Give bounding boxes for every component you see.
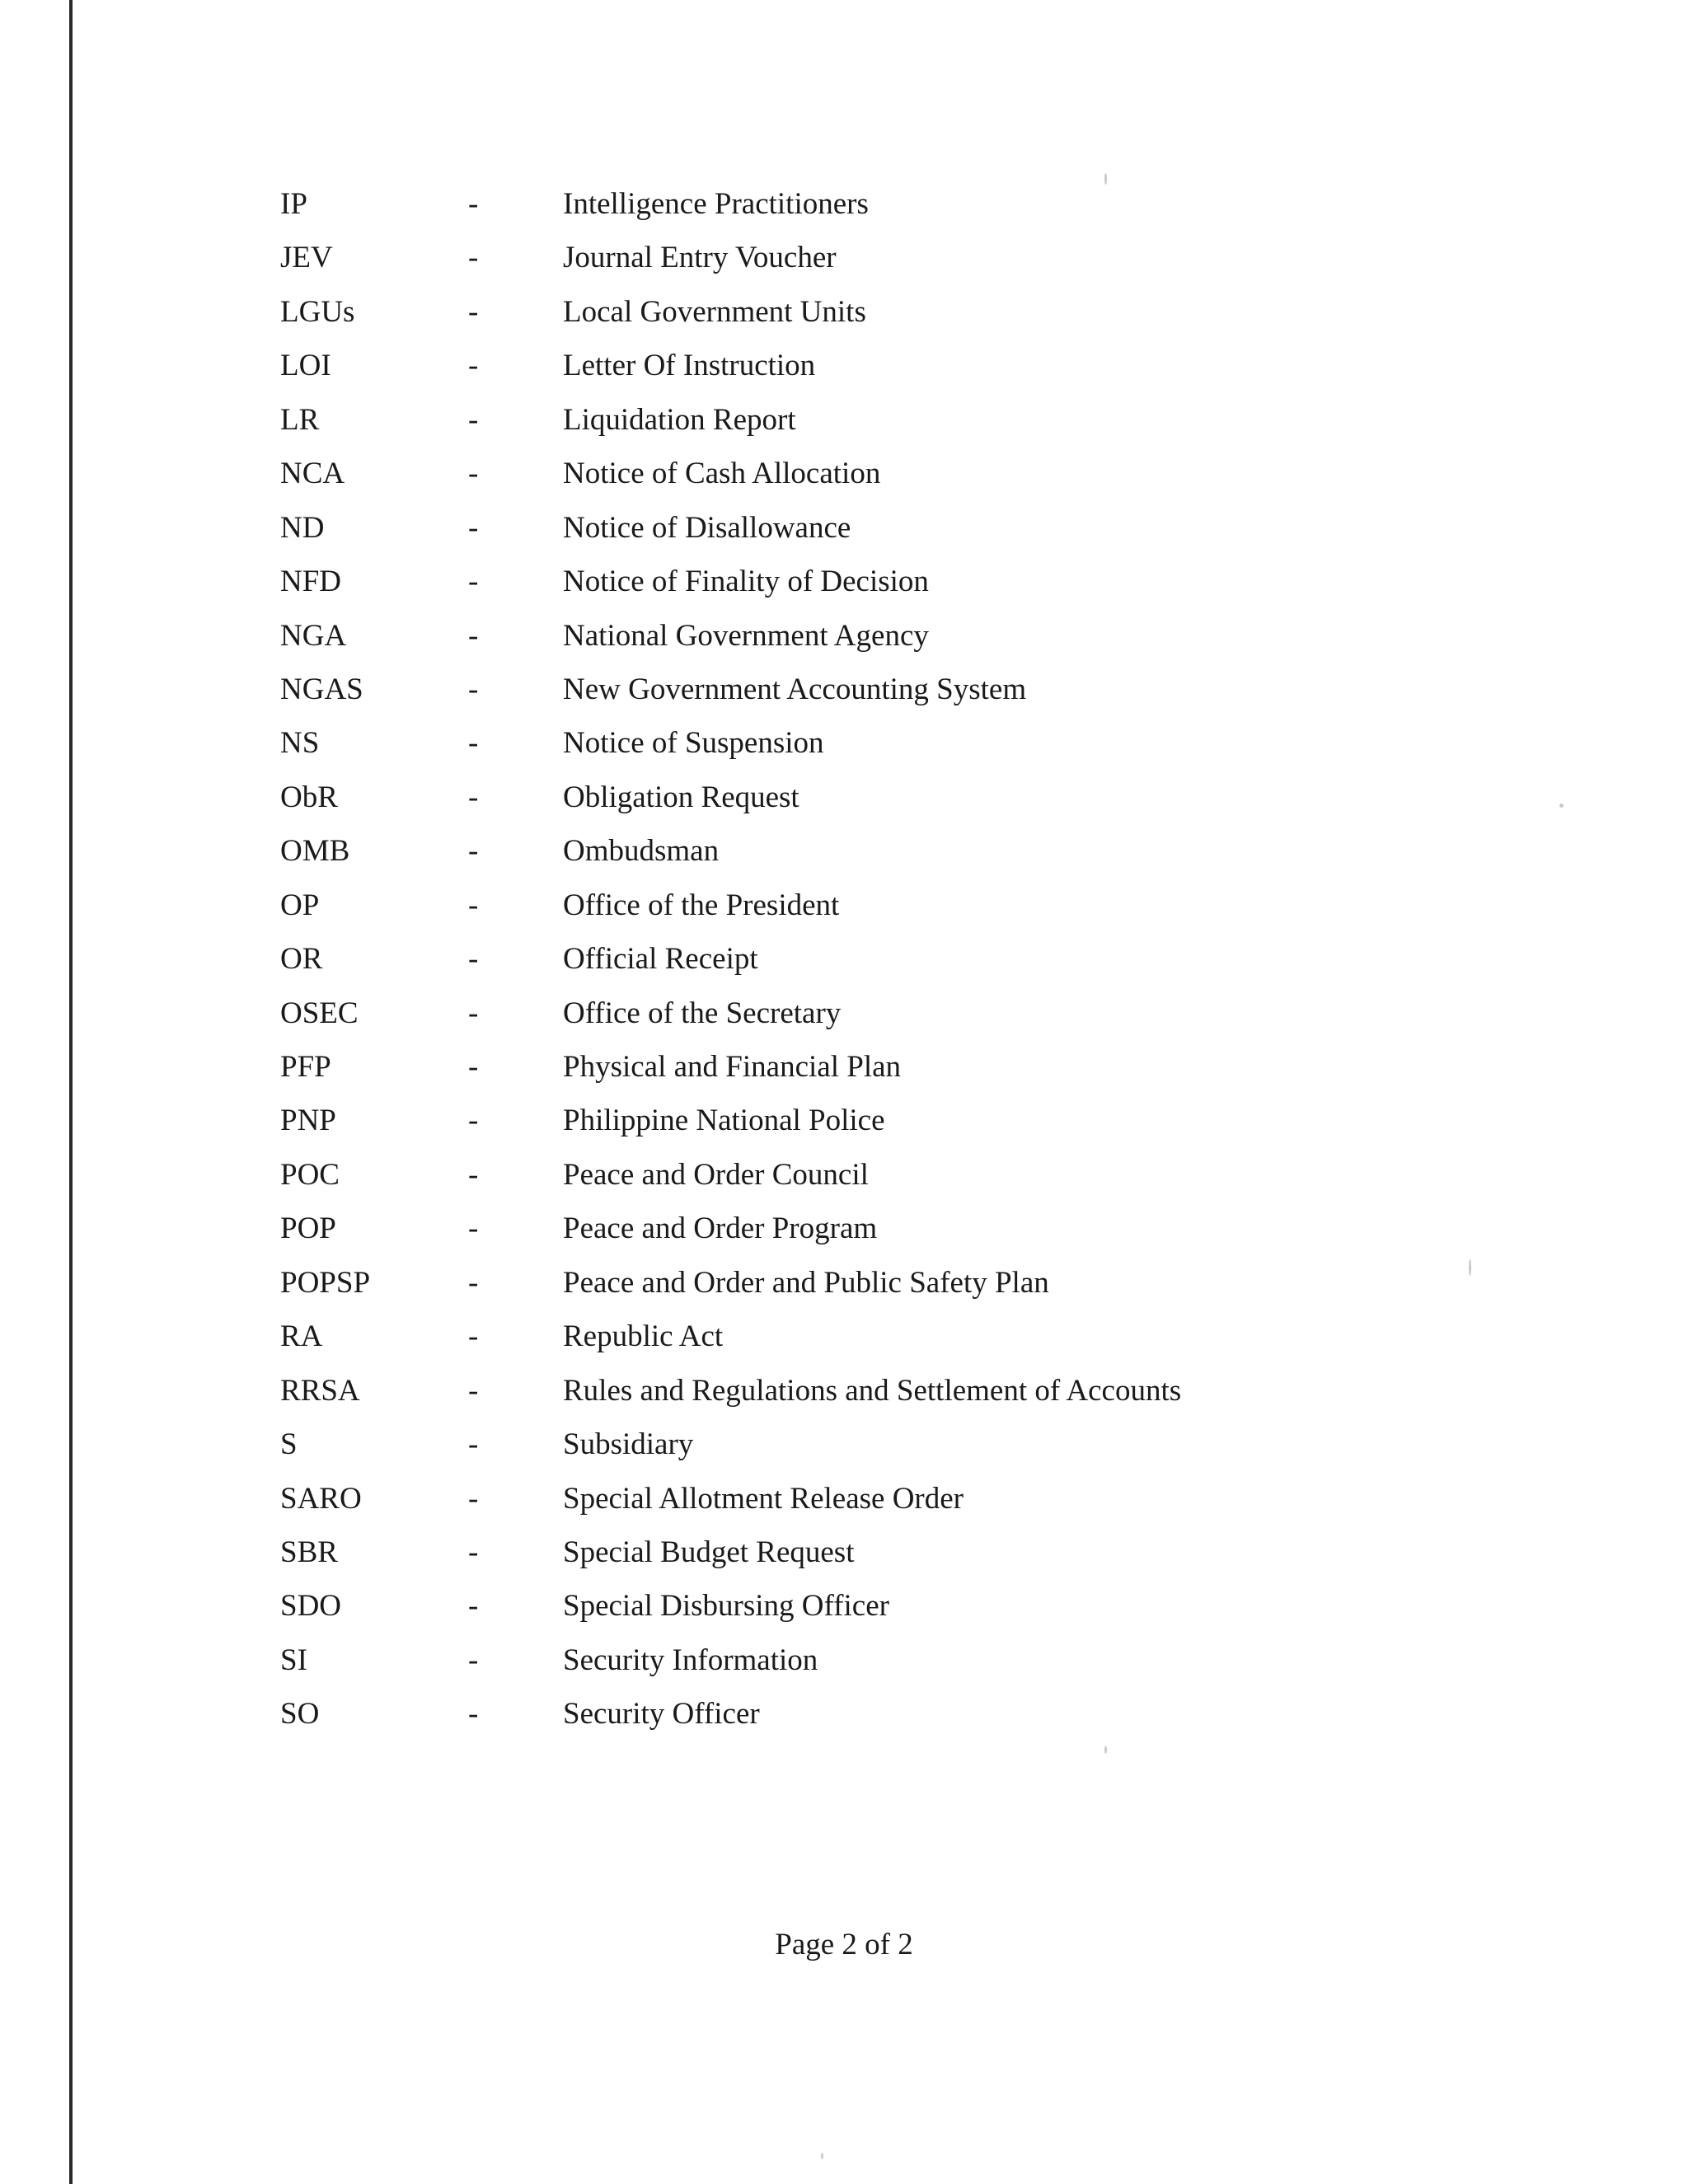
abbreviation-meaning: National Government Agency — [563, 618, 929, 653]
abbreviation-meaning: Rules and Regulations and Settlement of Accounts — [563, 1373, 1182, 1408]
separator-dash: - — [468, 565, 479, 599]
abbreviation-meaning: Peace and Order Council — [563, 1157, 869, 1192]
separator-dash: - — [468, 1157, 479, 1192]
separator-dash: - — [468, 1643, 479, 1677]
abbreviation-term: NCA — [280, 457, 345, 491]
list-item — [0, 771, 1688, 824]
separator-dash: - — [468, 1481, 479, 1516]
abbreviation-term: OR — [280, 942, 323, 977]
scan-speck — [1104, 1746, 1107, 1754]
separator-dash: - — [468, 1265, 479, 1300]
abbreviation-meaning: Special Budget Request — [563, 1535, 855, 1569]
abbreviation-meaning: Security Officer — [563, 1697, 760, 1732]
abbreviation-term: NGAS — [280, 672, 363, 706]
abbreviation-term: JEV — [280, 241, 333, 275]
abbreviation-term: POP — [280, 1212, 336, 1246]
separator-dash: - — [468, 1319, 479, 1354]
abbreviation-term: SBR — [280, 1535, 338, 1569]
separator-dash: - — [468, 1427, 479, 1462]
abbreviation-term: ObR — [280, 780, 338, 814]
list-item — [0, 1094, 1688, 1147]
list-item — [0, 716, 1688, 770]
list-item — [0, 1472, 1688, 1526]
abbreviation-term: OSEC — [280, 996, 359, 1030]
list-item — [0, 932, 1688, 986]
list-item — [0, 1418, 1688, 1471]
abbreviation-meaning: Obligation Request — [563, 780, 799, 814]
list-item — [0, 824, 1688, 878]
separator-dash: - — [468, 349, 479, 383]
separator-dash: - — [468, 1104, 479, 1138]
abbreviation-meaning: Security Information — [563, 1643, 818, 1677]
list-item — [0, 393, 1688, 447]
separator-dash: - — [468, 1697, 479, 1732]
abbreviation-term: SI — [280, 1643, 307, 1677]
abbreviation-term: RA — [280, 1319, 323, 1354]
separator-dash: - — [468, 942, 479, 977]
separator-dash: - — [468, 726, 479, 761]
abbreviation-term: LGUs — [280, 294, 355, 329]
abbreviation-term: NFD — [280, 565, 342, 599]
separator-dash: - — [468, 1589, 479, 1624]
abbreviation-term: POC — [280, 1157, 340, 1192]
abbreviation-meaning: Journal Entry Voucher — [563, 241, 837, 275]
separator-dash: - — [468, 1212, 479, 1246]
list-item — [0, 879, 1688, 932]
abbreviation-term: OP — [280, 888, 320, 922]
abbreviation-meaning: Subsidiary — [563, 1427, 694, 1462]
abbreviation-meaning: Notice of Finality of Decision — [563, 565, 929, 599]
abbreviation-term: LOI — [280, 349, 331, 383]
abbreviation-term: PNP — [280, 1104, 336, 1138]
abbreviation-term: POPSP — [280, 1265, 371, 1300]
list-item — [0, 555, 1688, 608]
list-item — [0, 231, 1688, 284]
list-item — [0, 1687, 1688, 1741]
abbreviation-meaning: Intelligence Practitioners — [563, 187, 869, 221]
abbreviation-meaning: Physical and Financial Plan — [563, 1050, 902, 1084]
list-item — [0, 1310, 1688, 1363]
abbreviation-meaning: Peace and Order Program — [563, 1212, 878, 1246]
abbreviation-term: ND — [280, 510, 325, 545]
abbreviation-meaning: Peace and Order and Public Safety Plan — [563, 1265, 1049, 1300]
separator-dash: - — [468, 780, 479, 814]
abbreviation-term: NGA — [280, 618, 347, 653]
separator-dash: - — [468, 457, 479, 491]
list-item — [0, 339, 1688, 392]
abbreviation-meaning: Notice of Disallowance — [563, 510, 851, 545]
abbreviation-meaning: Official Receipt — [563, 942, 758, 977]
abbreviation-term: NS — [280, 726, 320, 761]
separator-dash: - — [468, 294, 479, 329]
abbreviation-meaning: Special Allotment Release Order — [563, 1481, 964, 1516]
list-item — [0, 663, 1688, 716]
scan-speck — [821, 2153, 823, 2159]
list-item — [0, 1526, 1688, 1579]
list-item — [0, 177, 1688, 231]
page-number: Page 2 of 2 — [775, 1928, 913, 1961]
separator-dash: - — [468, 187, 479, 221]
abbreviation-meaning: Philippine National Police — [563, 1104, 885, 1138]
abbreviation-list — [0, 177, 1688, 1741]
abbreviation-meaning: Liquidation Report — [563, 402, 796, 437]
abbreviation-term: LR — [280, 402, 320, 437]
list-item — [0, 1256, 1688, 1310]
separator-dash: - — [468, 888, 479, 922]
list-item — [0, 1579, 1688, 1633]
separator-dash: - — [468, 510, 479, 545]
separator-dash: - — [468, 672, 479, 706]
abbreviation-meaning: Office of the Secretary — [563, 996, 842, 1030]
abbreviation-meaning: Ombudsman — [563, 834, 720, 869]
abbreviation-meaning: New Government Accounting System — [563, 672, 1027, 706]
abbreviation-term: S — [280, 1427, 298, 1462]
list-item — [0, 609, 1688, 663]
separator-dash: - — [468, 834, 479, 869]
abbreviation-meaning: Notice of Cash Allocation — [563, 457, 881, 491]
list-item — [0, 501, 1688, 555]
list-item — [0, 1148, 1688, 1202]
abbreviation-term: RRSA — [280, 1373, 360, 1408]
abbreviation-term: SDO — [280, 1589, 342, 1624]
separator-dash: - — [468, 1373, 479, 1408]
abbreviation-term: IP — [280, 187, 307, 221]
abbreviation-meaning: Office of the President — [563, 888, 840, 922]
separator-dash: - — [468, 1535, 479, 1569]
abbreviation-meaning: Local Government Units — [563, 294, 866, 329]
list-item — [0, 285, 1688, 339]
abbreviation-term: SARO — [280, 1481, 362, 1516]
separator-dash: - — [468, 1050, 479, 1084]
separator-dash: - — [468, 402, 479, 437]
abbreviation-term: PFP — [280, 1050, 331, 1084]
list-item — [0, 1040, 1688, 1094]
separator-dash: - — [468, 996, 479, 1030]
abbreviation-term: SO — [280, 1697, 320, 1732]
abbreviation-meaning: Republic Act — [563, 1319, 724, 1354]
list-item — [0, 1202, 1688, 1255]
list-item — [0, 1633, 1688, 1687]
list-item — [0, 447, 1688, 500]
list-item — [0, 987, 1688, 1040]
separator-dash: - — [468, 241, 479, 275]
abbreviation-meaning: Notice of Suspension — [563, 726, 824, 761]
list-item — [0, 1364, 1688, 1418]
abbreviation-meaning: Letter Of Instruction — [563, 349, 816, 383]
abbreviation-meaning: Special Disbursing Officer — [563, 1589, 889, 1624]
separator-dash: - — [468, 618, 479, 653]
abbreviation-term: OMB — [280, 834, 350, 869]
